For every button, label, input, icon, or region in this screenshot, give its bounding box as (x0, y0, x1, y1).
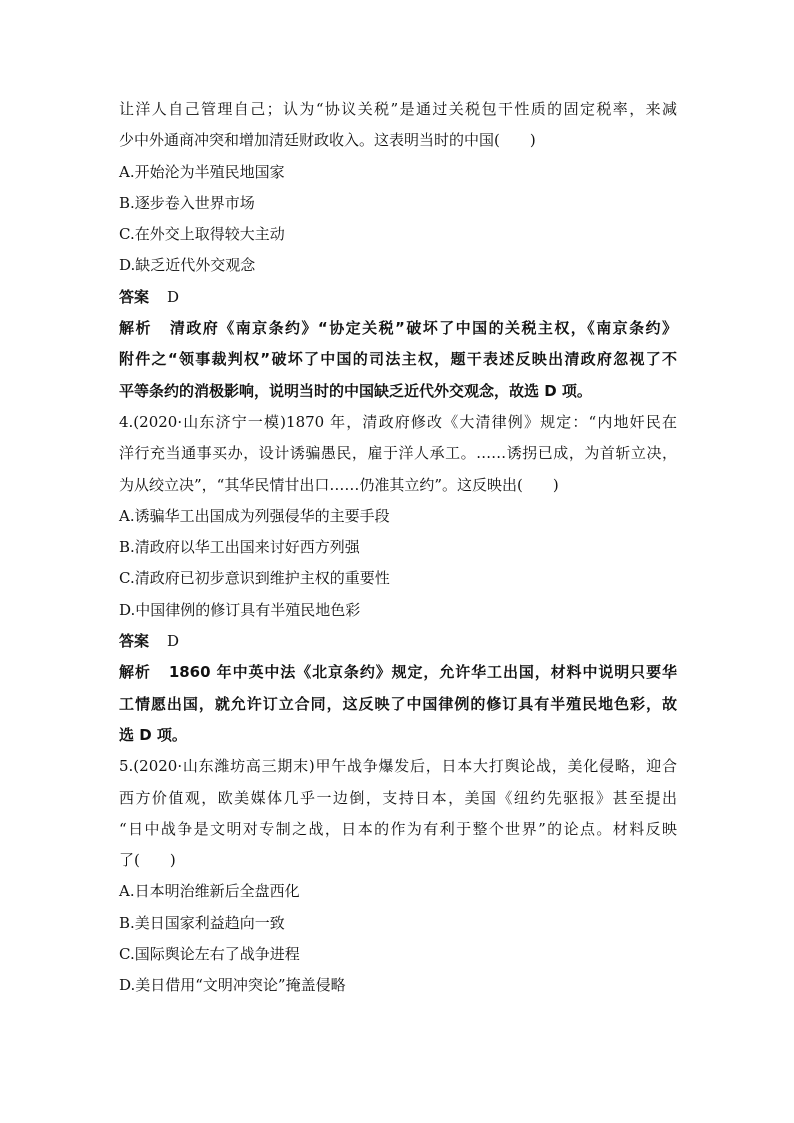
question-4-answer (119, 626, 677, 657)
question-3-stem-line-2: 少中外通商冲突和增加清廷财政收入。这表明当时的中国( ) (119, 131, 536, 150)
question-3-option-b: B.逐步卷入世界市场 (119, 193, 255, 212)
question-5-stem-line-4: 了( ) (119, 851, 176, 870)
question-3-option-a: A.开始沦为半殖民地国家 (119, 162, 285, 181)
question-3-stem-line-1: 让洋人自己管理自己；认为“协议关税”是通过关税包干性质的固定税率，来减 (119, 100, 677, 118)
question-4-stem-line-3: 为从绞立决”，“其华民情甘出口……仍准其立约”。这反映出( ) (119, 475, 559, 494)
question-3-option-d: D.缺乏近代外交观念 (119, 256, 256, 275)
question-5-option-c: C.国际舆论左右了战争进程 (119, 945, 300, 964)
analysis-text: 1860 年中英中法《北京条约》规定，允许华工出国，材料中说明只要华 (168, 663, 677, 682)
answer-value: D (167, 287, 180, 306)
question-5-stem-line-1: 5.(2020·山东潍坊高三期末)甲午战争爆发后，日本大打舆论战，美化侵略，迎合 (119, 757, 677, 776)
question-4-analysis-line-1 (119, 657, 677, 688)
question-4-stem-line-2: 洋行充当通事买办，设计诱骗愚民，雇于洋人承工。……诱拐已成，为首斩立决， (119, 444, 677, 463)
answer-label: 答案 (119, 287, 150, 306)
answer-label: 答案 (119, 632, 150, 651)
answer-value: D (167, 632, 180, 651)
question-4-stem-line-1: 4.(2020·山东济宁一模)1870 年，清政府修改《大清律例》规定：“内地奸民在 (119, 412, 677, 431)
question-3-analysis-line-1 (119, 313, 677, 344)
analysis-label: 解析 (119, 663, 151, 682)
document-page (119, 94, 677, 1002)
question-3-analysis-line-3: 平等条约的消极影响，说明当时的中国缺乏近代外交观念，故选 D 项。 (119, 381, 592, 400)
question-5-stem-line-3: “日中战争是文明对专制之战，日本的作为有利于整个世界”的论点。材料反映 (119, 819, 677, 838)
question-4-analysis-line-3: 选 D 项。 (119, 725, 187, 744)
question-4-option-b: B.清政府以华工出国来讨好西方列强 (119, 538, 360, 557)
question-5-stem-line-2: 西方价值观，欧美媒体几乎一边倒，支持日本，美国《纽约先驱报》甚至提出 (119, 788, 677, 807)
question-3-answer (119, 282, 677, 313)
question-5-option-a: A.日本明治维新后全盘西化 (119, 882, 300, 901)
question-5-option-d: D.美日借用“文明冲突论”掩盖侵略 (119, 976, 346, 995)
analysis-text: 清政府《南京条约》“协定关税”破坏了中国的关税主权，《南京条约》 (169, 319, 677, 338)
question-4-option-c: C.清政府已初步意识到维护主权的重要性 (119, 569, 390, 588)
question-3-option-c: C.在外交上取得较大主动 (119, 225, 285, 244)
analysis-label: 解析 (119, 319, 152, 338)
question-4-option-a: A.诱骗华工出国成为列强侵华的主要手段 (119, 506, 390, 525)
question-4-analysis-line-2: 工情愿出国，就允许订立合同，这反映了中国律例的修订具有半殖民地色彩，故 (119, 694, 677, 713)
question-5-option-b: B.美日国家利益趋向一致 (119, 913, 285, 932)
question-4-option-d: D.中国律例的修订具有半殖民地色彩 (119, 600, 361, 619)
question-3-analysis-line-2: 附件之“领事裁判权”破坏了中国的司法主权，题干表述反映出清政府忽视了不 (119, 350, 677, 369)
